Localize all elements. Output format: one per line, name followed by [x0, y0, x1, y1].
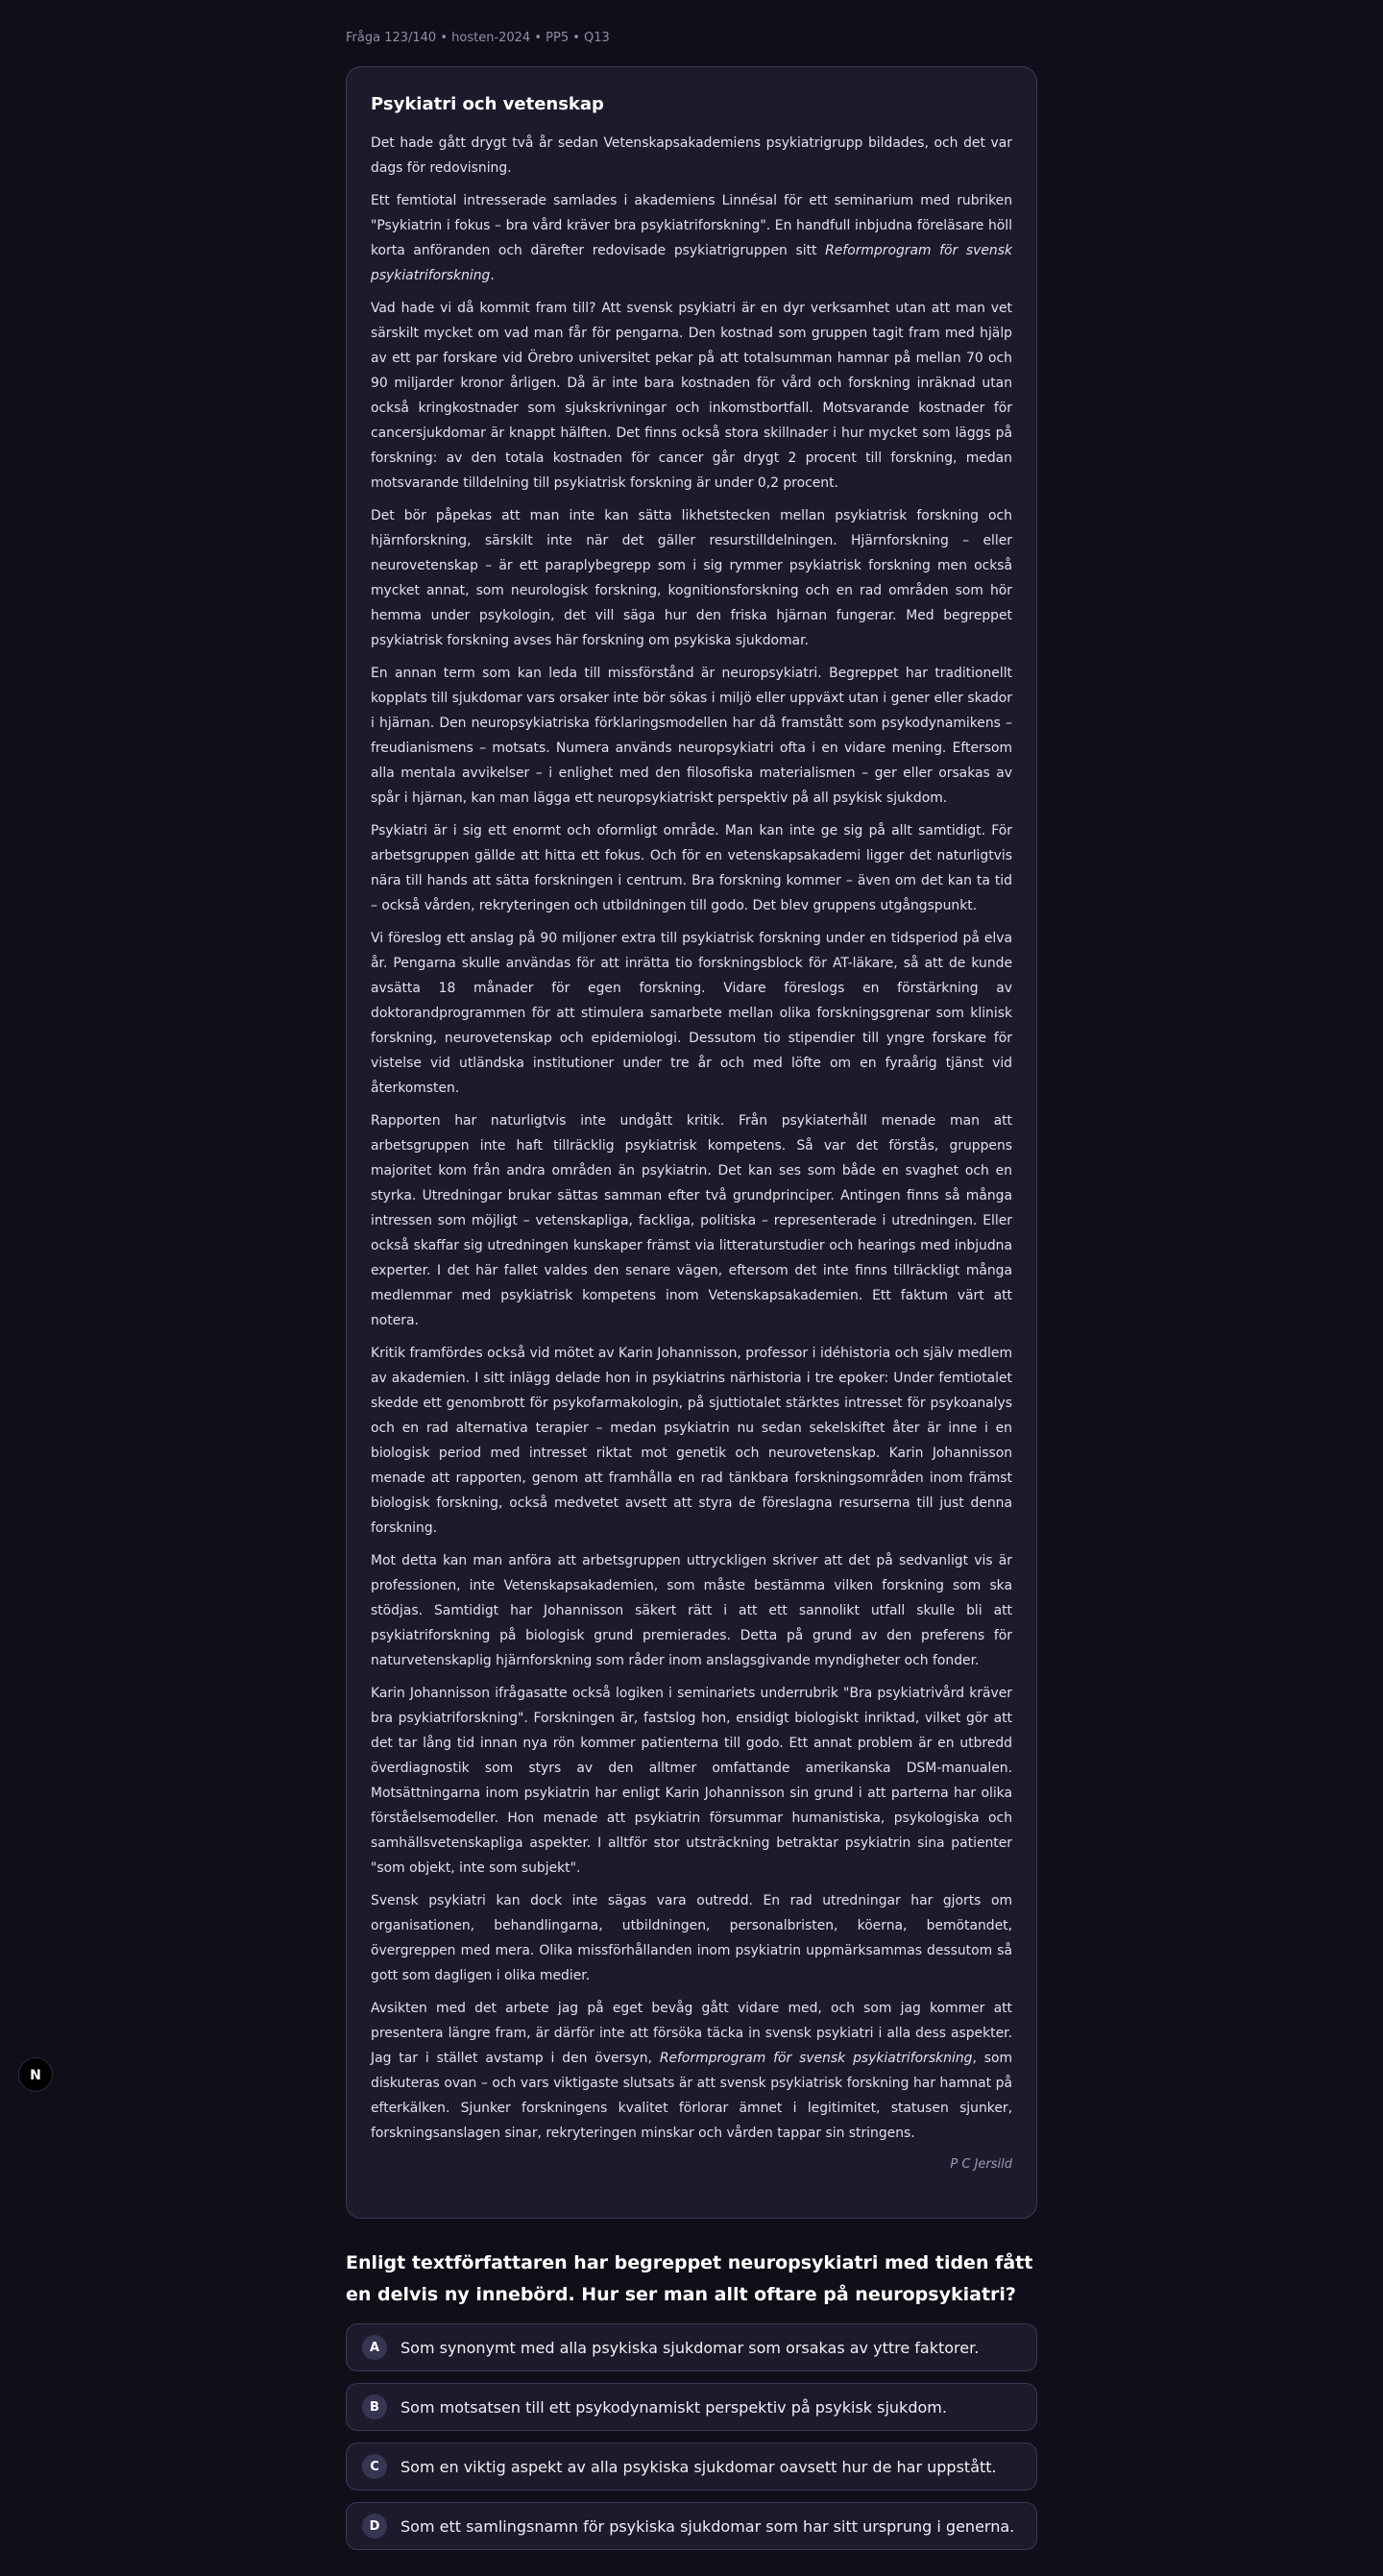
option-text: Som en viktig aspekt av alla psykiska sjukdomar oavsett hur de har uppstått. [400, 2457, 997, 2476]
article-card [346, 66, 1037, 2219]
article-paragraph-9: Kritik framfördes också vid mötet av Karin Johannisson, professor i idéhistoria och själv medlem av akademien. I sitt inlägg delade hon in psykiatrins närhistoria i tre epoker: Under femtiotalet skedde ett genombrott för psykofarmakologin, på sjuttiotalet stärktes intresset för psykoanalys och en rad alternativa terapier – medan psykiatrin nu sedan sekelskiftet åter är inne i en biologisk period med intresset riktat mot genetik och neurovetenskap. Karin Johannisson menade att rapporten, genom att framhålla en rad tänkbara forskningsområden inom främst biologisk forskning, också medvetet avsett att styra de föreslagna resurserna till just denna forskning. [371, 1346, 1012, 1536]
report-title-emphasis: Reformprogram för svensk psykiatriforskning [659, 2051, 973, 2066]
article-paragraph-10: Mot detta kan man anföra att arbetsgruppen uttryckligen skriver att det på sedvanligt vis är professionen, inte Vetenskapsakademien, som måste bestämma vilken forskning som ska stödjas. Samtidigt har Johannisson säkert rätt i att ett sannolikt utfall skulle bli att psykiatriforskning på biologisk grund premierades. Detta på grund av den preferens för naturvetenskaplig hjärnforskning som råder inom anslagsgivande myndigheter och fonder. [371, 1553, 1012, 1668]
answer-option-a[interactable] [346, 2323, 1037, 2371]
article-paragraph-4: Det bör påpekas att man inte kan sätta likhetstecken mellan psykiatrisk forskning och hjärnforskning, särskilt inte när det gäller resurstilldelningen. Hjärnforskning – eller neurovetenskap – är ett paraplybegrepp som i sig rymmer psykiatrisk forskning men också mycket annat, som neurologisk forskning, kognitionsforskning och en rad områden som hör hemma under psykologin, det vill säga hur den friska hjärnan fungerar. Med begreppet psykiatrisk forskning avses här forskning om psykiska sjukdomar. [371, 508, 1012, 648]
article-paragraph-13: Avsikten med det arbete jag på eget bevåg gått vidare med, och som jag kommer att presentera längre fram, är därför inte att försöka täcka in svensk psykiatri i alla dess aspekter. Jag tar i stället avstamp i den översyn, Reformprogram för svensk psykiatriforskning, som diskuteras ovan – och vars viktigaste slutsats är att svensk psykiatrisk forskning har hamnat på efterkälken. Sjunker forskningens kvalitet förlorar ämnet i legitimitet, statusen sjunker, forskningsanslagen sinar, rekryteringen minskar och vården tappar sin stringens. [371, 2001, 1013, 2141]
article-paragraph-6: Psykiatri är i sig ett enormt och oformligt område. Man kan inte ge sig på allt samtidigt. För arbetsgruppen gällde att hitta ett fokus. Och för en vetenskapsakademi ligger det naturligtvis nära till hands att sätta forskningen i centrum. Bra forskning kommer – även om det kan ta tid – också vården, rekryteringen och utbildningen till godo. Det blev gruppens utgångspunkt. [371, 823, 1012, 913]
question-meta: Fråga 123/140 • hosten-2024 • PP5 • Q13 [346, 31, 610, 45]
option-letter-badge: C [362, 2454, 387, 2479]
option-letter-badge: B [362, 2394, 387, 2419]
article-paragraph-8: Rapporten har naturligtvis inte undgått kritik. Från psykiaterhåll menade man att arbetsgruppen inte haft tillräcklig psykiatrisk kompetens. Så var det förstås, gruppens majoritet kom från andra områden än psykiatrin. Det kan ses som både en svaghet och en styrka. Utredningar brukar sättas samman efter två grundprinciper. Antingen finns så många intressen som möjligt – vetenskapliga, fackliga, politiska – representerade i utredningen. Eller också skaffar sig utredningen kunskaper främst via litteraturstudier och hearings med inbjudna experter. I det här fallet valdes den senare vägen, eftersom det inte finns tillräckligt många medlemmar med psykiatrisk kompetens inom Vetenskapsakademien. Ett faktum värt att notera. [371, 1113, 1012, 1328]
answer-option-d[interactable] [346, 2502, 1037, 2550]
main-container [346, 29, 1037, 2562]
answer-option-c[interactable] [346, 2442, 1037, 2491]
nextjs-dev-button[interactable] [18, 2057, 53, 2092]
article-paragraph-2: Ett femtiotal intresserade samlades i akademiens Linnésal för ett seminarium med rubriken "Psykiatrin i fokus – bra vård kräver bra psykiatriforskning". En handfull inbjudna föreläsare höll korta anföranden och därefter redovisade psykiatrigruppen sitt Reformprogram för svensk psykiatriforskning. [371, 193, 1012, 283]
article-paragraph-3: Vad hade vi då kommit fram till? Att svensk psykiatri är en dyr verksamhet utan att man vet särskilt mycket om vad man får för pengarna. Den kostnad som gruppen tagit fram med hjälp av ett par forskare vid Örebro universitet pekar på att totalsumman hamnar på mellan 70 och 90 miljarder kronor årligen. Då är inte bara kostnaden för vård och forskning inräknad utan också kringkostnader som sjukskrivningar och inkomstbortfall. Motsvarande kostnader för cancersjukdomar är knappt hälften. Det finns också stora skillnader i hur mycket som läggs på forskning: av den totala kostnaden för cancer går drygt 2 procent till forskning, medan motsvarande tilldelning till psykiatrisk forskning är under 0,2 procent. [371, 301, 1012, 491]
option-text: Som synonymt med alla psykiska sjukdomar som orsakas av yttre faktorer. [400, 2338, 980, 2357]
option-letter-badge: A [362, 2335, 387, 2360]
option-text: Som motsatsen till ett psykodynamiskt perspektiv på psykisk sjukdom. [400, 2397, 947, 2417]
article-paragraph-7: Vi föreslog ett anslag på 90 miljoner extra till psykiatrisk forskning under en tidsperiod på elva år. Pengarna skulle användas för att inrätta tio forskningsblock för AT-läkare, så att de kunde avsätta 18 månader för egen forskning. Vidare föreslogs en förstärkning av doktorandprogrammen för att stimulera samarbete mellan olika forskningsgrenar som klinisk forskning, neurovetenskap och epidemiologi. Dessutom tio stipendier till yngre forskare för vistelse vid utländska institutioner under tre år och med löfte om en fyraårig tjänst vid återkomsten. [371, 931, 1012, 1096]
nextjs-icon [26, 2065, 45, 2084]
question-text: Enligt textförfattaren har begreppet neuropsykiatri med tiden fått en delvis ny innebörd. Hur ser man allt oftare på neuropsykiatri? [346, 2252, 1033, 2305]
article-signature: P C Jersild [950, 2157, 1012, 2172]
report-title-emphasis: Reformprogram för svensk psykiatriforskning [371, 243, 1012, 283]
article-title: Psykiatri och vetenskap [371, 94, 604, 114]
svg-text:N: N [30, 2068, 41, 2083]
article-paragraph-1: Det hade gått drygt två år sedan Vetenskapsakademiens psykiatrigrupp bildades, och det var dags för redovisning. [371, 135, 1012, 176]
article-paragraph-11: Karin Johannisson ifrågasatte också logiken i seminariets underrubrik "Bra psykiatrivård kräver bra psykiatriforskning". Forskningen är, fastslog hon, ensidigt biologiskt inriktad, vilket gör att det tar lång tid innan nya rön kommer patienterna till godo. Ett annat problem är en utbredd överdiagnostik som styrs av den alltmer omfattande amerikanska DSM-manualen. Motsättningarna inom psykiatrin har enligt Karin Johannisson sin grund i att parterna har olika förståelsemodeller. Hon menade att psykiatrin försummar humanistiska, psykologiska och samhällsvetenskapliga aspekter. I alltför stor utsträckning betraktar psykiatrin sina patienter "som objekt, inte som subjekt". [371, 1686, 1012, 1876]
article-paragraph-5: En annan term som kan leda till missförstånd är neuropsykiatri. Begreppet har traditionellt kopplats till sjukdomar vars orsaker inte bör sökas i miljö eller uppväxt utan i gener eller skador i hjärnan. Den neuropsykiatriska förklaringsmodellen har då framstått som psykodynamikens – freudianismens – motsats. Numera används neuropsykiatri ofta i en vidare mening. Eftersom alla mentala avvikelser – i enlighet med den filosofiska materialismen – ger eller orsakas av spår i hjärnan, kan man lägga ett neuropsykiatriskt perspektiv på all psykisk sjukdom. [371, 666, 1012, 806]
option-text: Som ett samlingsnamn för psykiska sjukdomar som har sitt ursprung i generna. [400, 2516, 1015, 2536]
article-paragraph-12: Svensk psykiatri kan dock inte sägas vara outredd. En rad utredningar har gjorts om organisationen, behandlingarna, utbildningen, personalbristen, köerna, bemötandet, övergreppen med mera. Olika missförhållanden inom psykiatrin uppmärksammas dessutom så gott som dagligen i olika medier. [371, 1893, 1012, 1983]
option-letter-badge: D [362, 2514, 387, 2539]
answer-option-b[interactable] [346, 2383, 1037, 2431]
